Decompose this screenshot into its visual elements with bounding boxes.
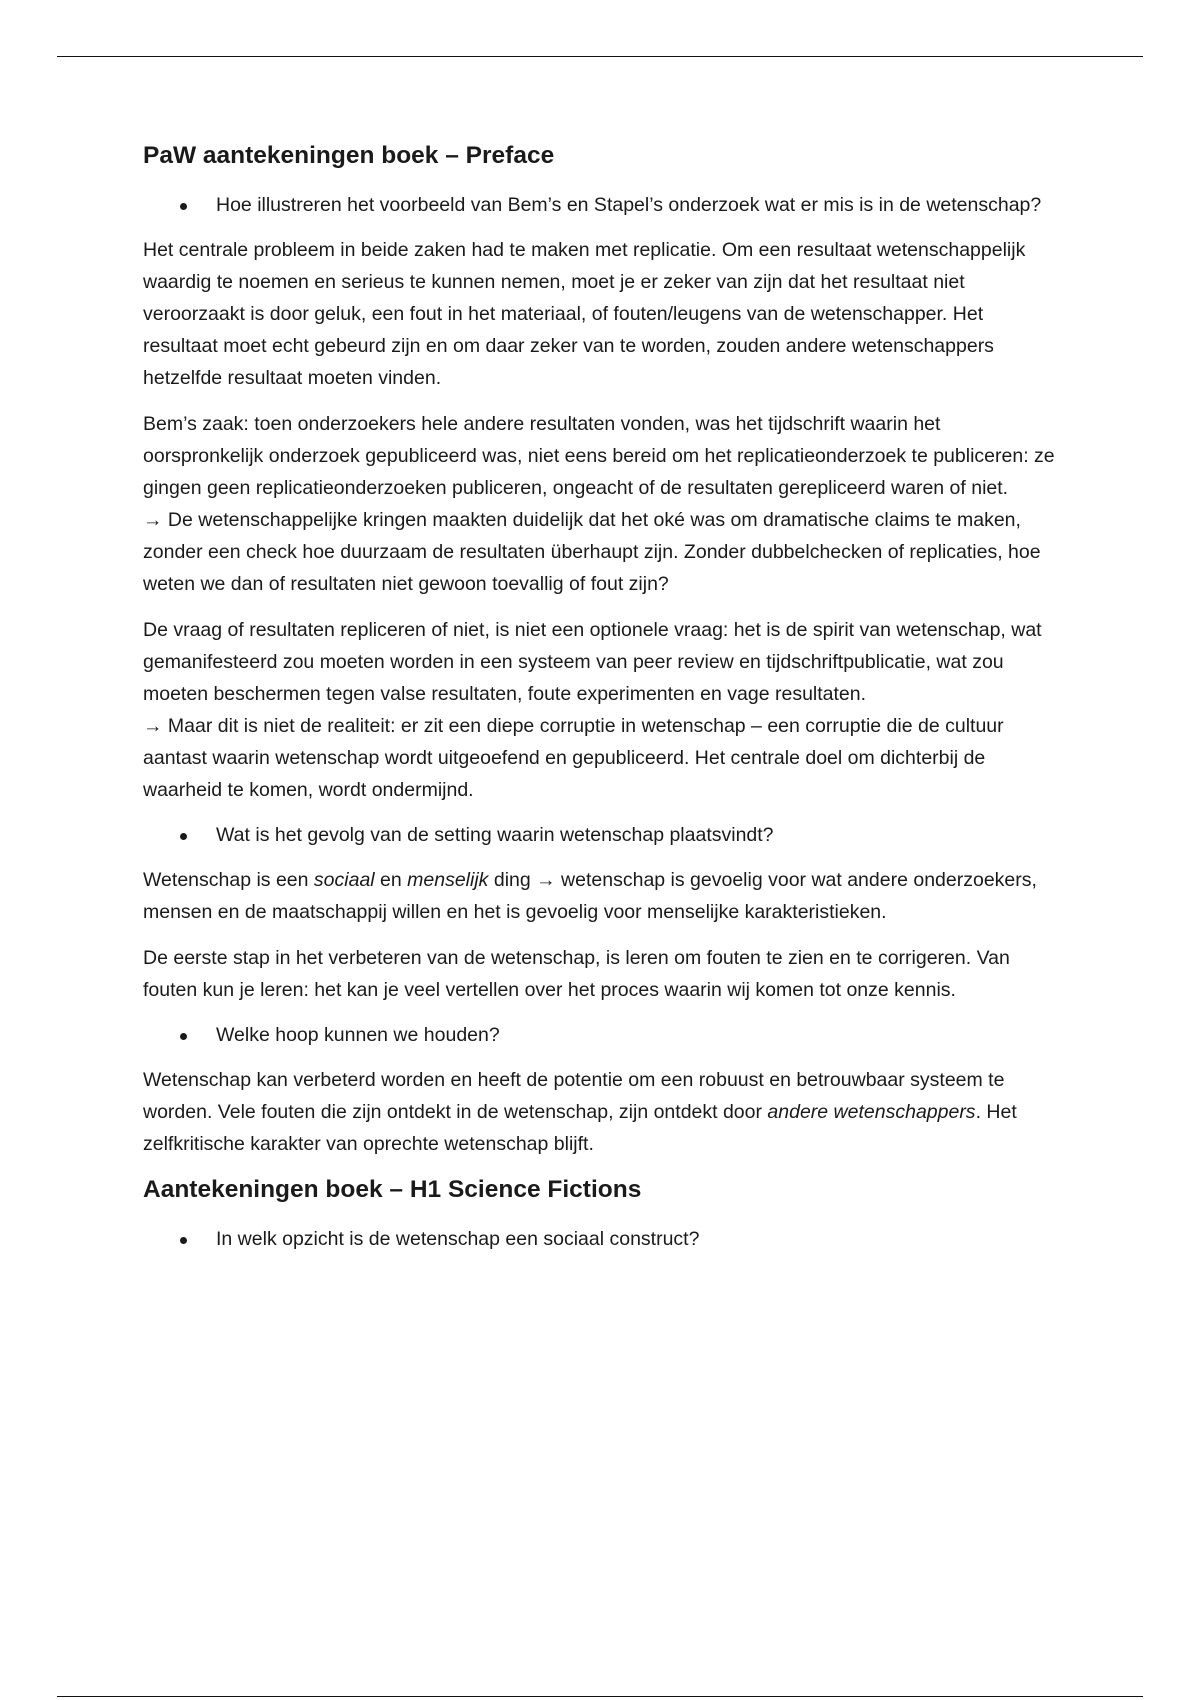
header-rule (57, 56, 1143, 57)
paragraph: Wetenschap is een sociaal en menselijk ding → wetenschap is gevoelig voor wat andere onderzoekers, mensen en de maatschappij willen en het is gevoelig voor menselijke karakteristieken. (143, 868, 1037, 923)
question-list (143, 820, 1063, 850)
question-item: Welke hoop kunnen we houden? (143, 1020, 1063, 1050)
paragraph: Het centrale probleem in beide zaken had te maken met replicatie. Om een resultaat wetenschappelijk waardig te noemen en serieus te kunnen nemen, moet je er zeker van zijn dat het resultaat niet veroorzaakt is door geluk, een fout in het materiaal, of fouten/leugens van de wetenschapper. Het resultaat moet echt gebeurd zijn en om daar zeker van te worden, zouden andere wetenschappers hetzelfde resultaat moeten vinden. (143, 238, 1026, 389)
paragraph: De eerste stap in het verbeteren van de wetenschap, is leren om fouten te zien en te corrigeren. Van fouten kun je leren: het kan je veel vertellen over het proces waarin wij komen tot onze kennis. (143, 946, 1010, 1001)
question-item: Hoe illustreren het voorbeeld van Bem’s en Stapel’s onderzoek wat er mis is in de wetenschap? (143, 190, 1063, 220)
section-title-h1: Aantekeningen boek – H1 Science Fictions (143, 1175, 642, 1203)
arrow-line: → De wetenschappelijke kringen maakten duidelijk dat het oké was om dramatische claims te maken, zonder een check hoe duurzaam de resultaten überhaupt zijn. Zonder dubbelchecken of replicaties, hoe weten we dan of resultaten niet gewoon toevallig of fout zijn? (143, 508, 1041, 595)
bullet-icon (180, 833, 187, 840)
paragraph: De vraag of resultaten repliceren of niet, is niet een optionele vraag: het is de spirit van wetenschap, wat gemanifesteerd zou moeten worden in een systeem van peer review en tijdschriftpublicatie, wat zou moeten beschermen tegen valse resultaten, foute experimenten en vage resultaten. → Maar dit is niet de realiteit: er zit een diepe corruptie in wetenschap – een corruptie die de cultuur aantast waarin wetenschap wordt uitgeoefend en gepubliceerd. Het centrale doel om dichterbij de waarheid te komen, wordt ondermijnd. (143, 618, 1042, 801)
bullet-icon (180, 1033, 187, 1040)
question-list (143, 190, 1063, 220)
question-list (143, 1020, 1063, 1050)
bullet-icon (180, 1237, 187, 1244)
question-item: Wat is het gevolg van de setting waarin wetenschap plaatsvindt? (143, 820, 1063, 850)
footer-rule (57, 1696, 1143, 1697)
question-item: In welk opzicht is de wetenschap een sociaal construct? (143, 1224, 1063, 1254)
bullet-icon (180, 203, 187, 210)
document-body (143, 140, 1063, 1268)
section-title-preface: PaW aantekeningen boek – Preface (143, 142, 555, 169)
paragraph: Bem’s zaak: toen onderzoekers hele andere resultaten vonden, was het tijdschrift waarin het oorspronkelijk onderzoek gepubliceerd was, niet eens bereid om het replicatieonderzoek te publiceren: ze gingen geen replicatieonderzoeken publiceren, ongeacht of de resultaten gerepliceerd waren of niet. → De wetenschappelijke kringen maakten duidelijk dat het oké was om dramatische claims te maken, zonder een check hoe duurzaam de resultaten überhaupt zijn. Zonder dubbelchecken of replicaties, hoe weten we dan of resultaten niet gewoon toevallig of fout zijn? (143, 412, 1055, 595)
arrow-line: → Maar dit is niet de realiteit: er zit een diepe corruptie in wetenschap – een corruptie die de cultuur aantast waarin wetenschap wordt uitgeoefend en gepubliceerd. Het centrale doel om dichterbij de waarheid te komen, wordt ondermijnd. (143, 714, 1004, 801)
question-list (143, 1224, 1063, 1254)
paragraph: Wetenschap kan verbeterd worden en heeft de potentie om een robuust en betrouwbaar systeem te worden. Vele fouten die zijn ontdekt in de wetenschap, zijn ontdekt door andere wetenschappers. Het zelfkritische karakter van oprechte wetenschap blijft. (143, 1068, 1017, 1155)
